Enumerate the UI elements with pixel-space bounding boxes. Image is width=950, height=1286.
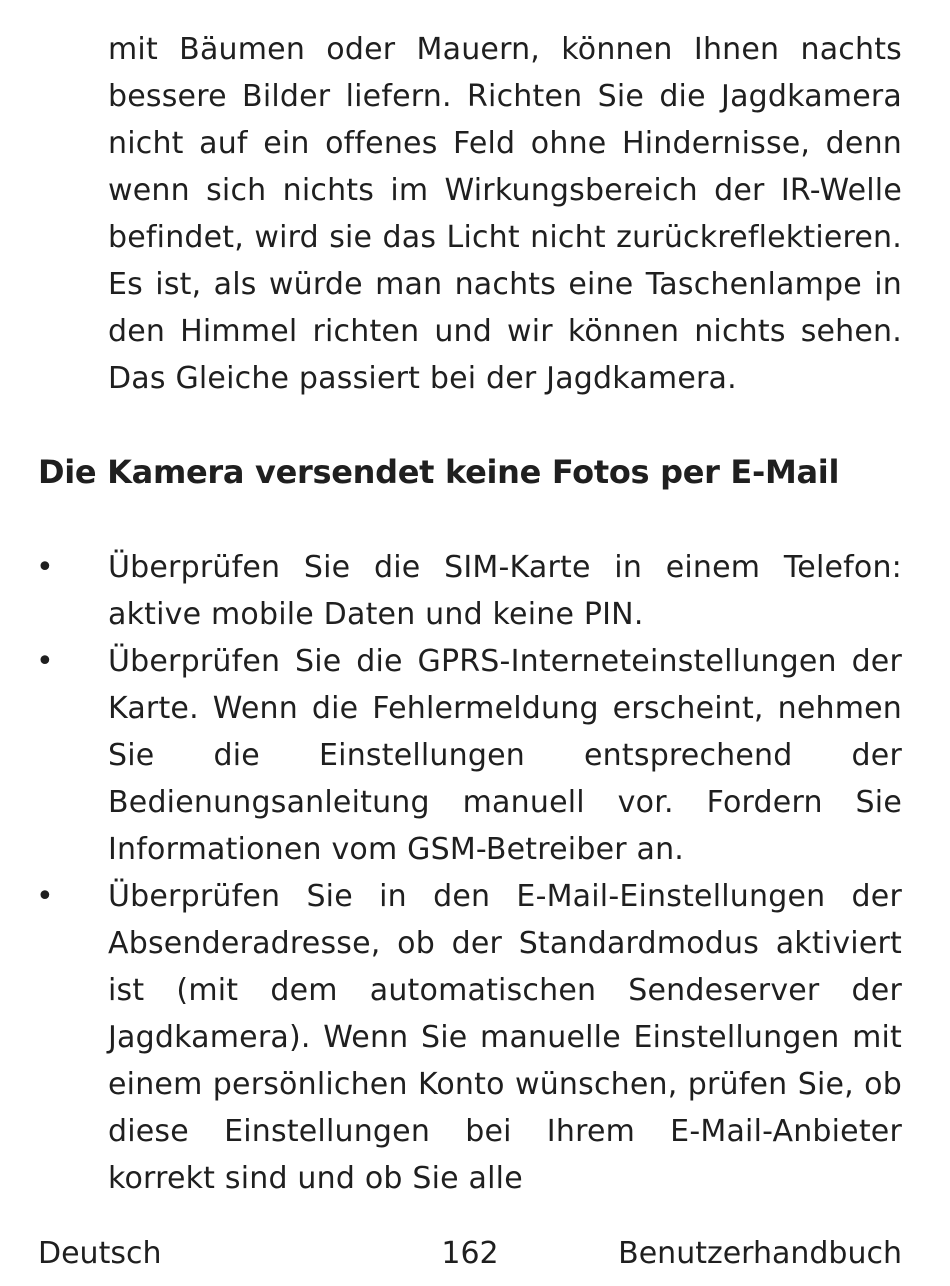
bullet-marker: •	[36, 550, 54, 585]
page-footer	[38, 1232, 902, 1276]
section-heading: Die Kamera versendet keine Fotos per E-Mail	[38, 453, 840, 491]
list-item	[0, 873, 950, 1202]
list-item-text: Überprüfen Sie in den E-Mail-Einstellungen der Absenderadresse, ob der Standardmodus aktiviert ist (mit dem automatischen Sendeserver der Jagdkamera). Wenn Sie manuelle Einstellungen mit einem persönlichen Konto wünschen, prüfen Sie, ob diese Einstellungen bei Ihrem E-Mail-Anbieter korrekt sind und ob Sie alle	[108, 879, 902, 1196]
troubleshooting-list	[0, 544, 950, 1202]
list-item-text: Überprüfen Sie die GPRS-Interneteinstellungen der Karte. Wenn die Fehlermeldung erscheint, nehmen Sie die Einstellungen entsprechend der Bedienungsanleitung manuell vor. Fordern Sie Informationen vom GSM-Betreiber an.	[108, 644, 902, 867]
list-item	[0, 638, 950, 873]
list-item-text: Überprüfen Sie die SIM-Karte in einem Telefon: aktive mobile Daten und keine PIN.	[108, 550, 902, 632]
page-number: 162	[441, 1236, 499, 1271]
bullet-marker: •	[36, 879, 54, 914]
list-item	[0, 544, 950, 638]
intro-paragraph: mit Bäumen oder Mauern, können Ihnen nachts bessere Bilder liefern. Richten Sie die Jagdkamera nicht auf ein offenes Feld ohne Hindernisse, denn wenn sich nichts im Wirkungsbereich der IR-Welle befindet, wird sie das Licht nicht zurückreflektieren. Es ist, als würde man nachts eine Taschenlampe in den Himmel richten und wir können nichts sehen. Das Gleiche passiert bei der Jagdkamera.	[108, 32, 902, 396]
bullet-marker: •	[36, 644, 54, 679]
footer-language: Deutsch	[38, 1236, 162, 1271]
footer-document-type: Benutzerhandbuch	[618, 1236, 902, 1271]
